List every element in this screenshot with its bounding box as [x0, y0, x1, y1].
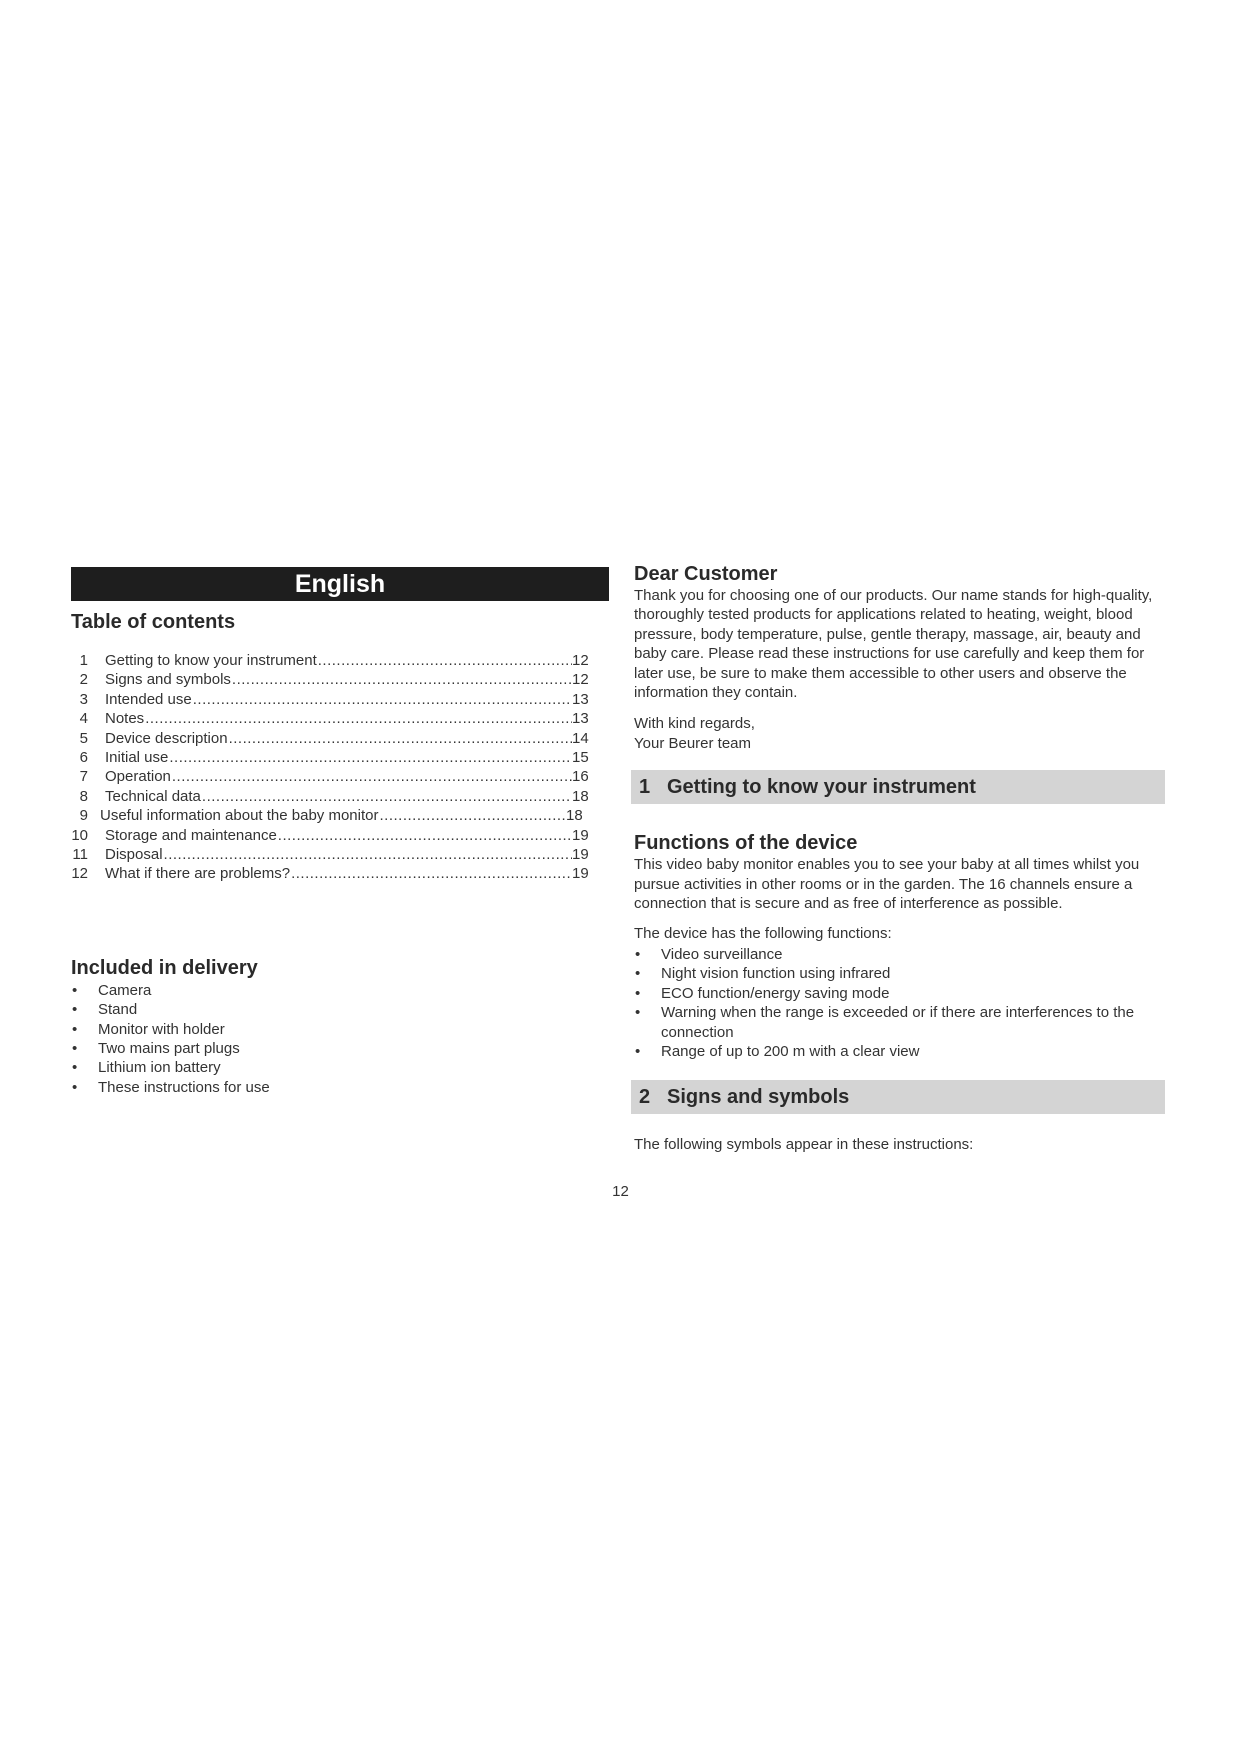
toc-entry-number: 8: [79, 787, 88, 805]
toc-entry-label: Technical data: [105, 787, 201, 805]
function-item: • ECO function/energy saving mode: [634, 984, 1171, 1003]
right-column: [634, 563, 1171, 1155]
functions-intro: The device has the following functions:: [634, 925, 892, 943]
functions-list: [634, 945, 1171, 1061]
toc-entry-number: 5: [79, 729, 88, 747]
toc-entry[interactable]: [71, 787, 609, 806]
toc-entry[interactable]: [71, 806, 609, 825]
included-item: • These instructions for use: [71, 1078, 609, 1097]
toc-entry-number: 6: [79, 748, 88, 766]
toc-entry-page: 18: [572, 787, 589, 805]
function-item: • Video surveillance: [634, 945, 1171, 964]
symbols-intro: The following symbols appear in these instructions:: [634, 1136, 974, 1154]
toc-entry-number: 11: [72, 845, 88, 863]
toc-leader-dots: [171, 767, 572, 786]
toc-entry-page: 13: [572, 710, 589, 728]
toc-entry-label: Notes: [105, 710, 145, 728]
toc-entry-label: Intended use: [105, 690, 192, 708]
toc-leader-dots: [192, 690, 572, 709]
included-list: [71, 981, 609, 1097]
toc-entry-label: Getting to know your instrument: [105, 652, 317, 669]
toc-leader-dots: [290, 864, 572, 883]
table-of-contents: [71, 651, 609, 884]
toc-entry-label: What if there are problems?: [105, 865, 291, 883]
included-item: • Camera: [71, 981, 609, 1000]
toc-leader-dots: [144, 709, 572, 728]
toc-title: Table of contents: [71, 611, 236, 633]
language-banner: English: [71, 567, 609, 601]
toc-leader-dots: [231, 670, 572, 689]
toc-entry-page: 15: [572, 748, 589, 766]
toc-entry[interactable]: [71, 864, 609, 883]
toc-entry-page: 19: [572, 826, 589, 844]
section-number: 1: [639, 776, 651, 799]
toc-entry[interactable]: [71, 729, 609, 748]
toc-entry-number: 4: [79, 710, 88, 728]
toc-entry-label: Device description: [105, 729, 228, 747]
function-item: • Night vision function using infrared: [634, 964, 1171, 983]
included-item: • Two mains part plugs: [71, 1039, 609, 1058]
functions-heading: Functions of the device: [634, 832, 858, 855]
section-title: Getting to know your instrument: [667, 776, 976, 799]
included-item: • Lithium ion battery: [71, 1058, 609, 1077]
section-2-header: [631, 1080, 1165, 1114]
functions-body: This video baby monitor enables you to see your baby at all times whilst you pursue activities in other rooms or in the garden. The 16 channels ensure a connection that is secure and as free of interference as possible.: [634, 856, 1140, 913]
dear-customer-body: Thank you for choosing one of our products. Our name stands for high-quality, thoroughly tested products for applications related to heating, weight, blood pressure, body temperature, pulse, gentle therapy, massage, air, beauty and baby care. Please read these instructions for use carefully and keep them for later use, be sure to make them accessible to other users and observe the information they contain.: [634, 587, 1153, 702]
toc-entry-number: 1: [79, 652, 88, 669]
toc-leader-dots: [379, 806, 567, 825]
regards-line: With kind regards,: [634, 715, 755, 733]
toc-entry-label: Storage and maintenance: [105, 826, 277, 844]
toc-entry-page: 19: [572, 845, 589, 863]
toc-leader-dots: [277, 826, 572, 845]
toc-entry-page: 12: [572, 652, 589, 669]
toc-entry-number: 2: [79, 671, 88, 689]
toc-entry[interactable]: [71, 767, 609, 786]
toc-leader-dots: [317, 651, 572, 670]
toc-entry-number: 10: [71, 826, 88, 844]
toc-entry[interactable]: [71, 845, 609, 864]
toc-leader-dots: [163, 845, 572, 864]
toc-entry-page: 18: [566, 807, 583, 825]
toc-entry-label: Operation: [105, 768, 171, 786]
toc-leader-dots: [228, 729, 572, 748]
section-title: Signs and symbols: [667, 1086, 850, 1109]
section-1-header: [631, 770, 1165, 804]
toc-entry-page: 19: [572, 865, 589, 883]
toc-entry[interactable]: [71, 690, 609, 709]
function-item: • Range of up to 200 m with a clear view: [634, 1042, 1171, 1061]
toc-entry-page: 14: [572, 729, 589, 747]
section-number: 2: [639, 1086, 651, 1109]
toc-leader-dots: [201, 787, 572, 806]
included-heading: Included in delivery: [71, 956, 258, 979]
toc-entry-label: Useful information about the baby monitor: [100, 807, 379, 825]
signature-line: Your Beurer team: [634, 734, 752, 752]
toc-entry[interactable]: [71, 670, 609, 689]
toc-entry[interactable]: [71, 651, 609, 670]
toc-entry-number: 7: [79, 768, 88, 786]
toc-entry-number: 12: [71, 865, 88, 883]
toc-entry-label: Signs and symbols: [105, 671, 231, 689]
toc-entry-number: 9: [79, 807, 88, 825]
function-item: • Warning when the range is exceeded or if there are interferences to the connection: [634, 1003, 1171, 1042]
page-number: 12: [612, 1183, 629, 1200]
toc-entry[interactable]: [71, 748, 609, 767]
included-item: • Stand: [71, 1000, 609, 1019]
toc-entry-label: Initial use: [105, 748, 169, 766]
toc-leader-dots: [168, 748, 572, 767]
toc-entry-number: 3: [79, 690, 88, 708]
toc-entry-label: Disposal: [105, 845, 163, 863]
toc-entry[interactable]: [71, 709, 609, 728]
toc-entry-page: 16: [572, 768, 589, 786]
included-item: • Monitor with holder: [71, 1020, 609, 1039]
toc-entry[interactable]: [71, 826, 609, 845]
toc-entry-page: 12: [572, 671, 589, 689]
dear-customer-heading: Dear Customer: [634, 563, 778, 585]
toc-entry-page: 13: [572, 690, 589, 708]
left-column: [71, 567, 609, 1097]
